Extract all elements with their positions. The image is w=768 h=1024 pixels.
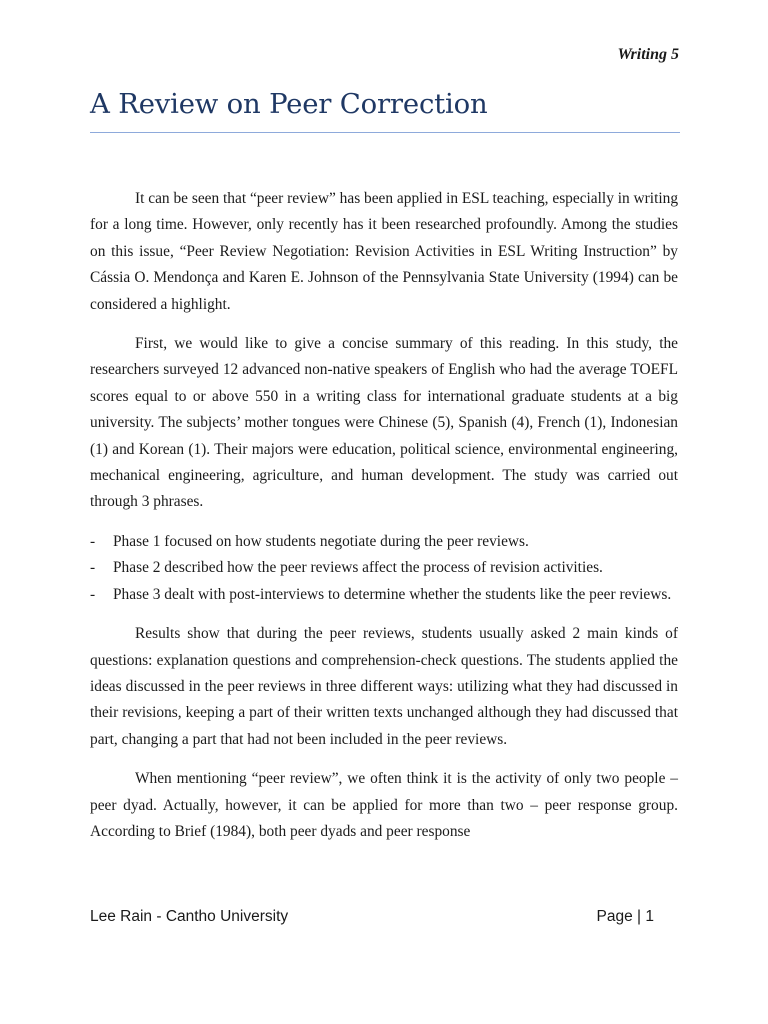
bullet-dash: - xyxy=(90,585,96,603)
running-header: Writing 5 xyxy=(617,46,679,63)
list-item-text: Phase 2 described how the peer reviews affect the process of revision activities. xyxy=(113,559,603,577)
paragraph-intro: It can be seen that “peer review” has been applied in ESL teaching, especially in writing for a long time. However, only recently has it been researched profoundly. Among the studies on this issue, “Peer Review Negotiation: Revision Activities in ESL Writing Instruction” by Cássia O. Mendonça and Karen E. Johnson of the Pennsylvania State University (1994) can be considered a highlight. xyxy=(90,190,679,313)
paragraph-results: Results show that during the peer reviews, students usually asked 2 main kinds of questions: explanation questions and comprehension-check questions. The students applied the ideas discussed in the peer reviews in three different ways: utilizing what they had discussed in their revisions, keeping a part of their written texts unchanged although they had discussed that part, changing a part that had not been included in the peer reviews. xyxy=(90,625,678,748)
bullet-dash: - xyxy=(90,559,96,577)
list-item-text: Phase 1 focused on how students negotiate during the peer reviews. xyxy=(113,532,529,550)
page-title: A Review on Peer Correction xyxy=(90,88,488,120)
list-item-text: Phase 3 dealt with post-interviews to determine whether the students like the peer reviews. xyxy=(113,585,672,603)
phase-list xyxy=(90,529,678,608)
bullet-dash: - xyxy=(90,532,96,550)
paragraph-peer-review: When mentioning “peer review”, we often think it is the activity of only two people – peer dyad. Actually, however, it can be applied for more than two – peer response group. According to Brief (1984), both peer dyads and peer response xyxy=(90,770,678,840)
paragraph-summary: First, we would like to give a concise summary of this reading. In this study, the researchers surveyed 12 advanced non-native speakers of English who had the average TOEFL scores equal to or above 550 in a writing class for international graduate students at a big university. The subjects’ mother tongues were Chinese (5), Spanish (4), French (1), Indonesian (1) and Korean (1). Their majors were education, political science, environmental engineering, mechanical engineering, agriculture, and human development. The study was carried out through 3 phrases. xyxy=(90,335,678,511)
footer-author: Lee Rain - Cantho University xyxy=(90,908,289,925)
document-body xyxy=(90,186,678,858)
list-item xyxy=(90,555,678,581)
title-underline xyxy=(90,132,680,133)
footer-page-number: Page | 1 xyxy=(596,908,654,925)
list-item xyxy=(90,529,678,555)
list-item xyxy=(90,582,678,608)
